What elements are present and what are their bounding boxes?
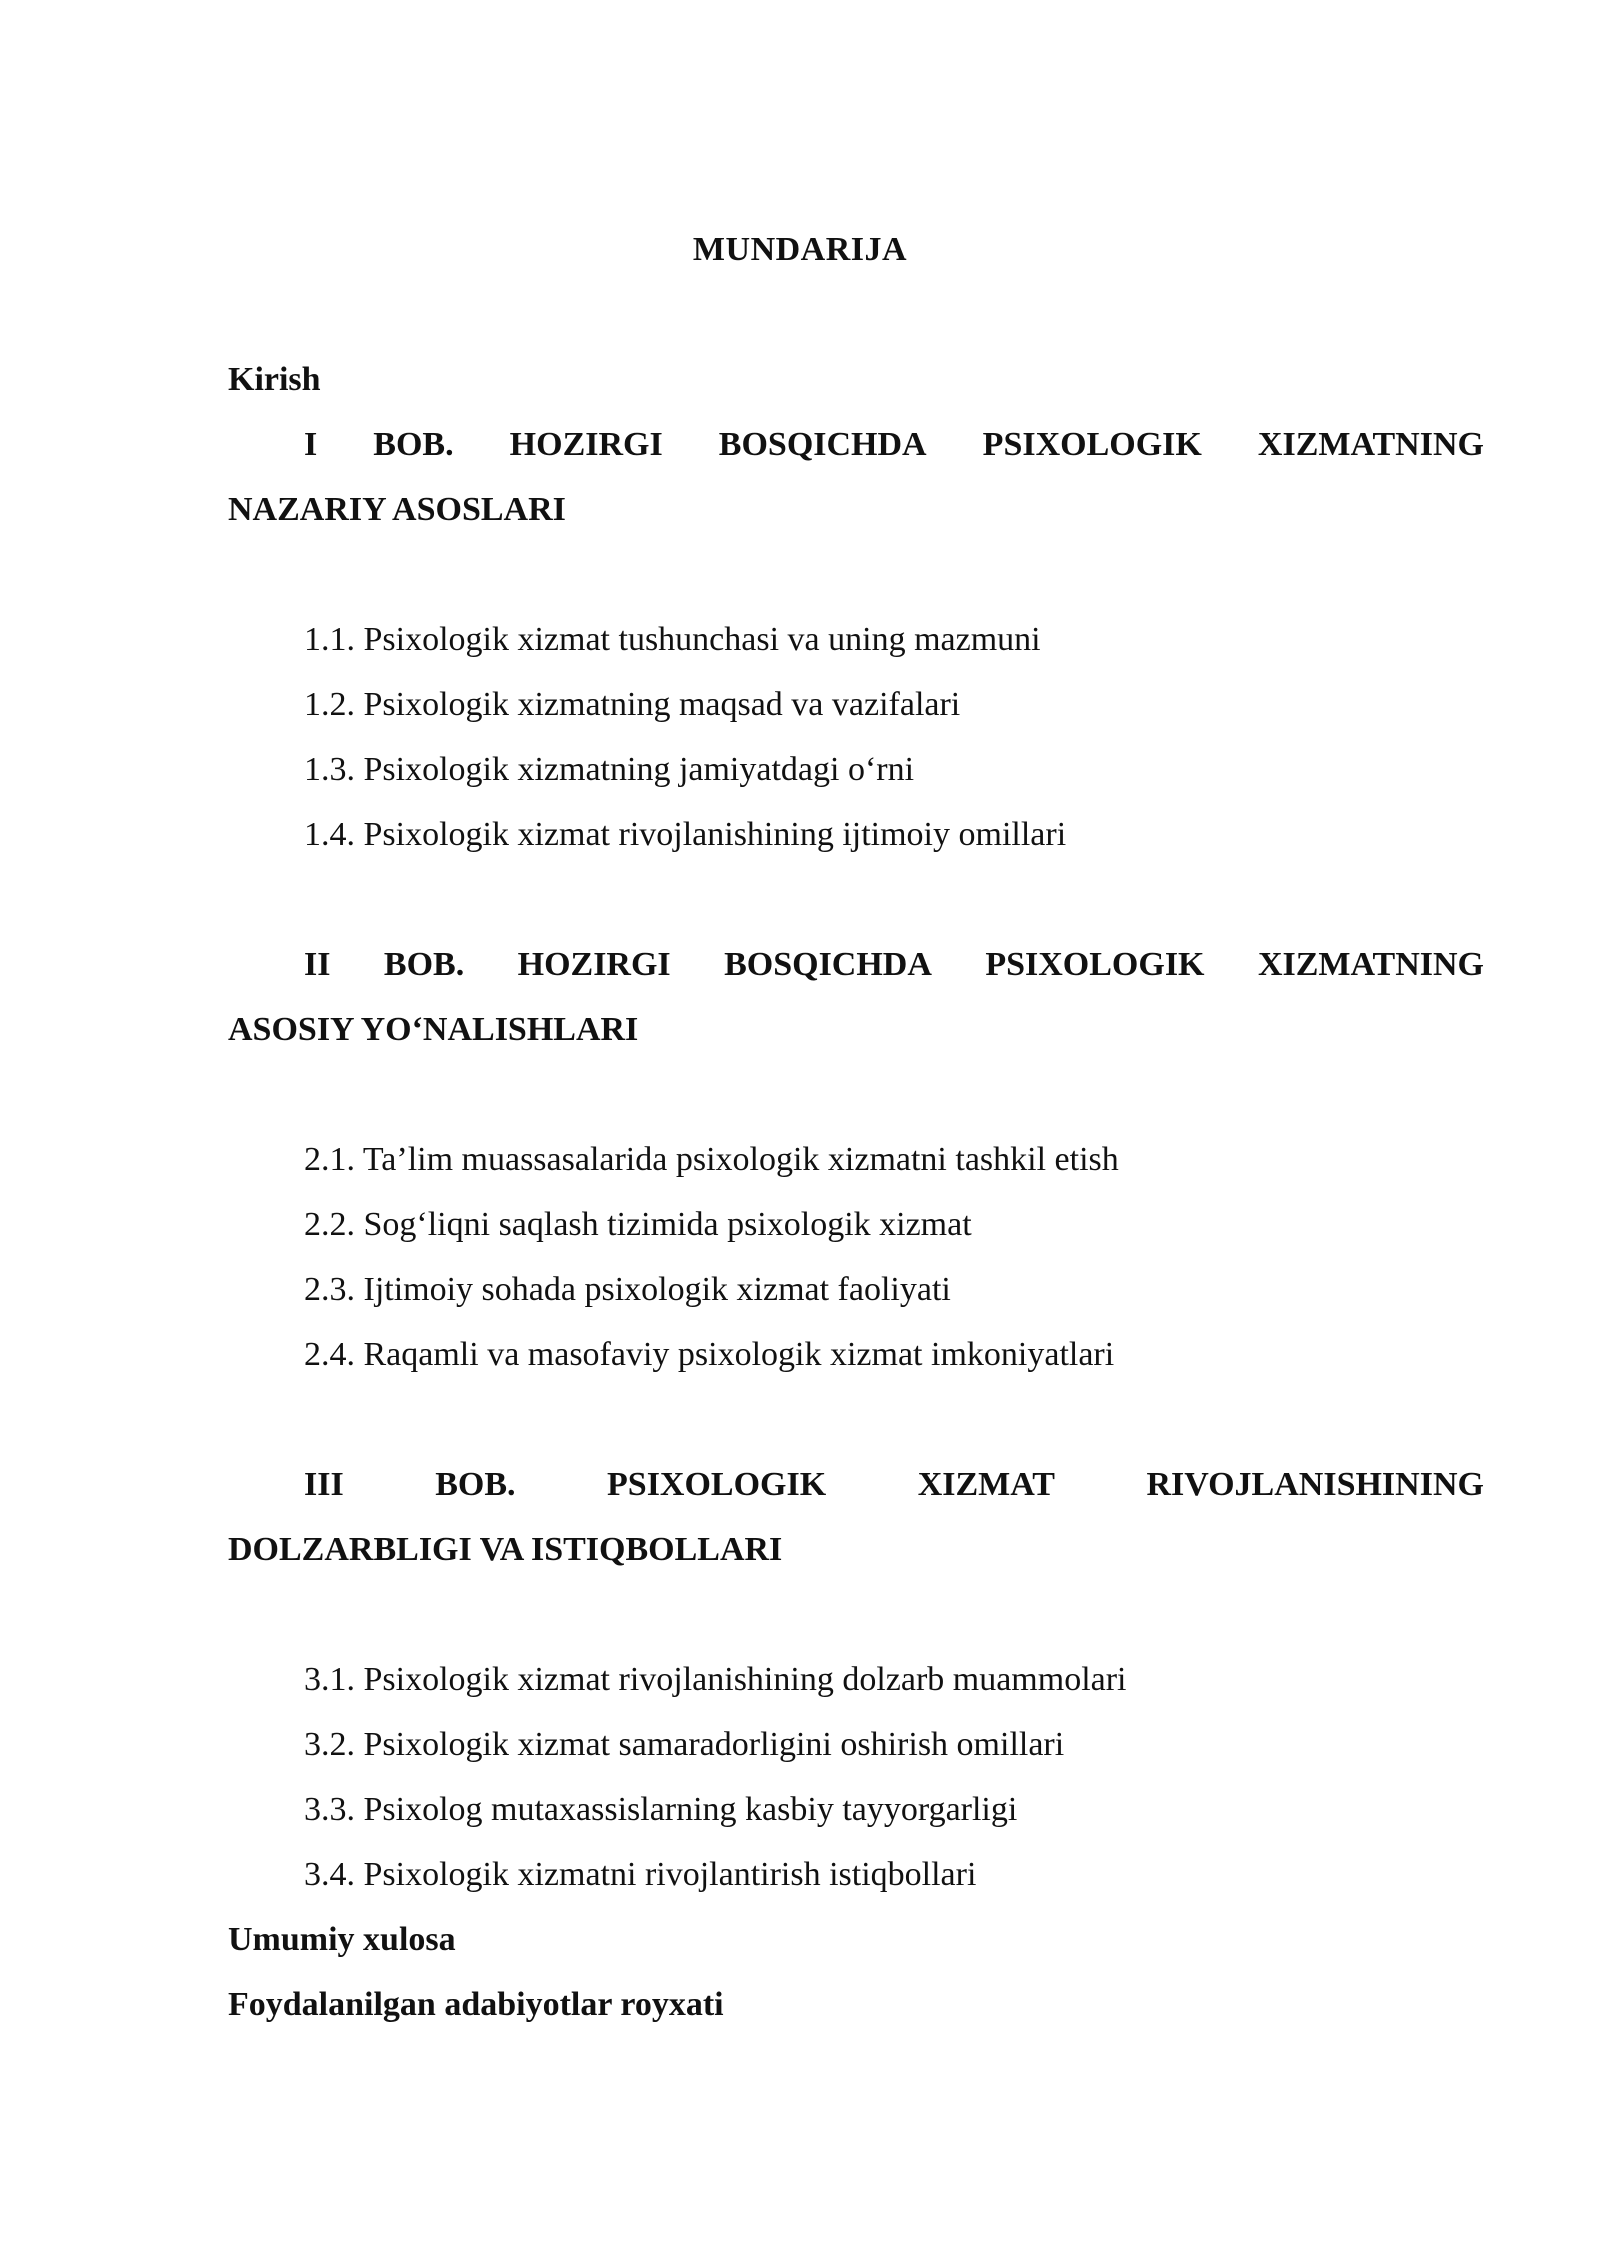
chapter-1-word: XIZMATNING [1257, 426, 1484, 463]
toc-item-2-4: 2.4. Raqamli va masofaviy psixologik xizmat imkoniyatlari [304, 1336, 1115, 1373]
conclusion-entry: Umumiy xulosa [228, 1921, 456, 1958]
chapter-3-word: PSIXOLOGIK [607, 1466, 827, 1503]
chapter-1-word: I [304, 426, 318, 463]
chapter-3-heading-cont: DOLZARBLIGI VA ISTIQBOLLARI [228, 1531, 783, 1568]
toc-item-1-1: 1.1. Psixologik xizmat tushunchasi va uning mazmuni [304, 621, 1041, 658]
toc-item-3-1: 3.1. Psixologik xizmat rivojlanishining dolzarb muammolari [304, 1661, 1127, 1698]
chapter-1-word: HOZIRGI [509, 426, 663, 463]
chapter-3-word: BOB. [435, 1466, 516, 1503]
chapter-1-heading-cont: NAZARIY ASOSLARI [228, 491, 566, 528]
toc-item-2-1: 2.1. Ta’lim muassasalarida psixologik xizmatni tashkil etish [304, 1141, 1119, 1178]
toc-item-2-3: 2.3. Ijtimoiy sohada psixologik xizmat faoliyati [304, 1271, 951, 1308]
chapter-1-word: BOSQICHDA [718, 426, 927, 463]
chapter-2-heading [304, 943, 1484, 987]
chapter-3-heading [304, 1463, 1484, 1507]
chapter-2-word: HOZIRGI [517, 946, 671, 983]
toc-item-1-4: 1.4. Psixologik xizmat rivojlanishining ijtimoiy omillari [304, 816, 1067, 853]
chapter-1-word: PSIXOLOGIK [982, 426, 1202, 463]
chapter-3-word: RIVOJLANISHINING [1146, 1466, 1484, 1503]
chapter-3-word: III [304, 1466, 344, 1503]
toc-item-3-3: 3.3. Psixolog mutaxassislarning kasbiy tayyorgarligi [304, 1791, 1018, 1828]
chapter-3-word: XIZMAT [917, 1466, 1055, 1503]
chapter-2-word: II [304, 946, 331, 983]
chapter-2-word: BOB. [383, 946, 465, 983]
chapter-2-word: XIZMATNING [1257, 946, 1484, 983]
chapter-1-word: BOB. [373, 426, 454, 463]
page-title: MUNDARIJA [692, 231, 908, 268]
toc-item-1-2: 1.2. Psixologik xizmatning maqsad va vazifalari [304, 686, 961, 723]
chapter-1-heading [304, 423, 1484, 467]
chapter-2-word: BOSQICHDA [724, 946, 932, 983]
references-entry: Foydalanilgan adabiyotlar royxati [228, 1986, 724, 2023]
toc-item-3-4: 3.4. Psixologik xizmatni rivojlantirish istiqbollari [304, 1856, 977, 1893]
chapter-2-word: PSIXOLOGIK [985, 946, 1205, 983]
toc-item-1-3: 1.3. Psixologik xizmatning jamiyatdagi o‘rni [304, 751, 915, 788]
chapter-2-heading-cont: ASOSIY YO‘NALISHLARI [228, 1011, 639, 1048]
toc-item-3-2: 3.2. Psixologik xizmat samaradorligini oshirish omillari [304, 1726, 1065, 1763]
intro-entry: Kirish [228, 361, 321, 398]
toc-item-2-2: 2.2. Sog‘liqni saqlash tizimida psixologik xizmat [304, 1206, 972, 1243]
